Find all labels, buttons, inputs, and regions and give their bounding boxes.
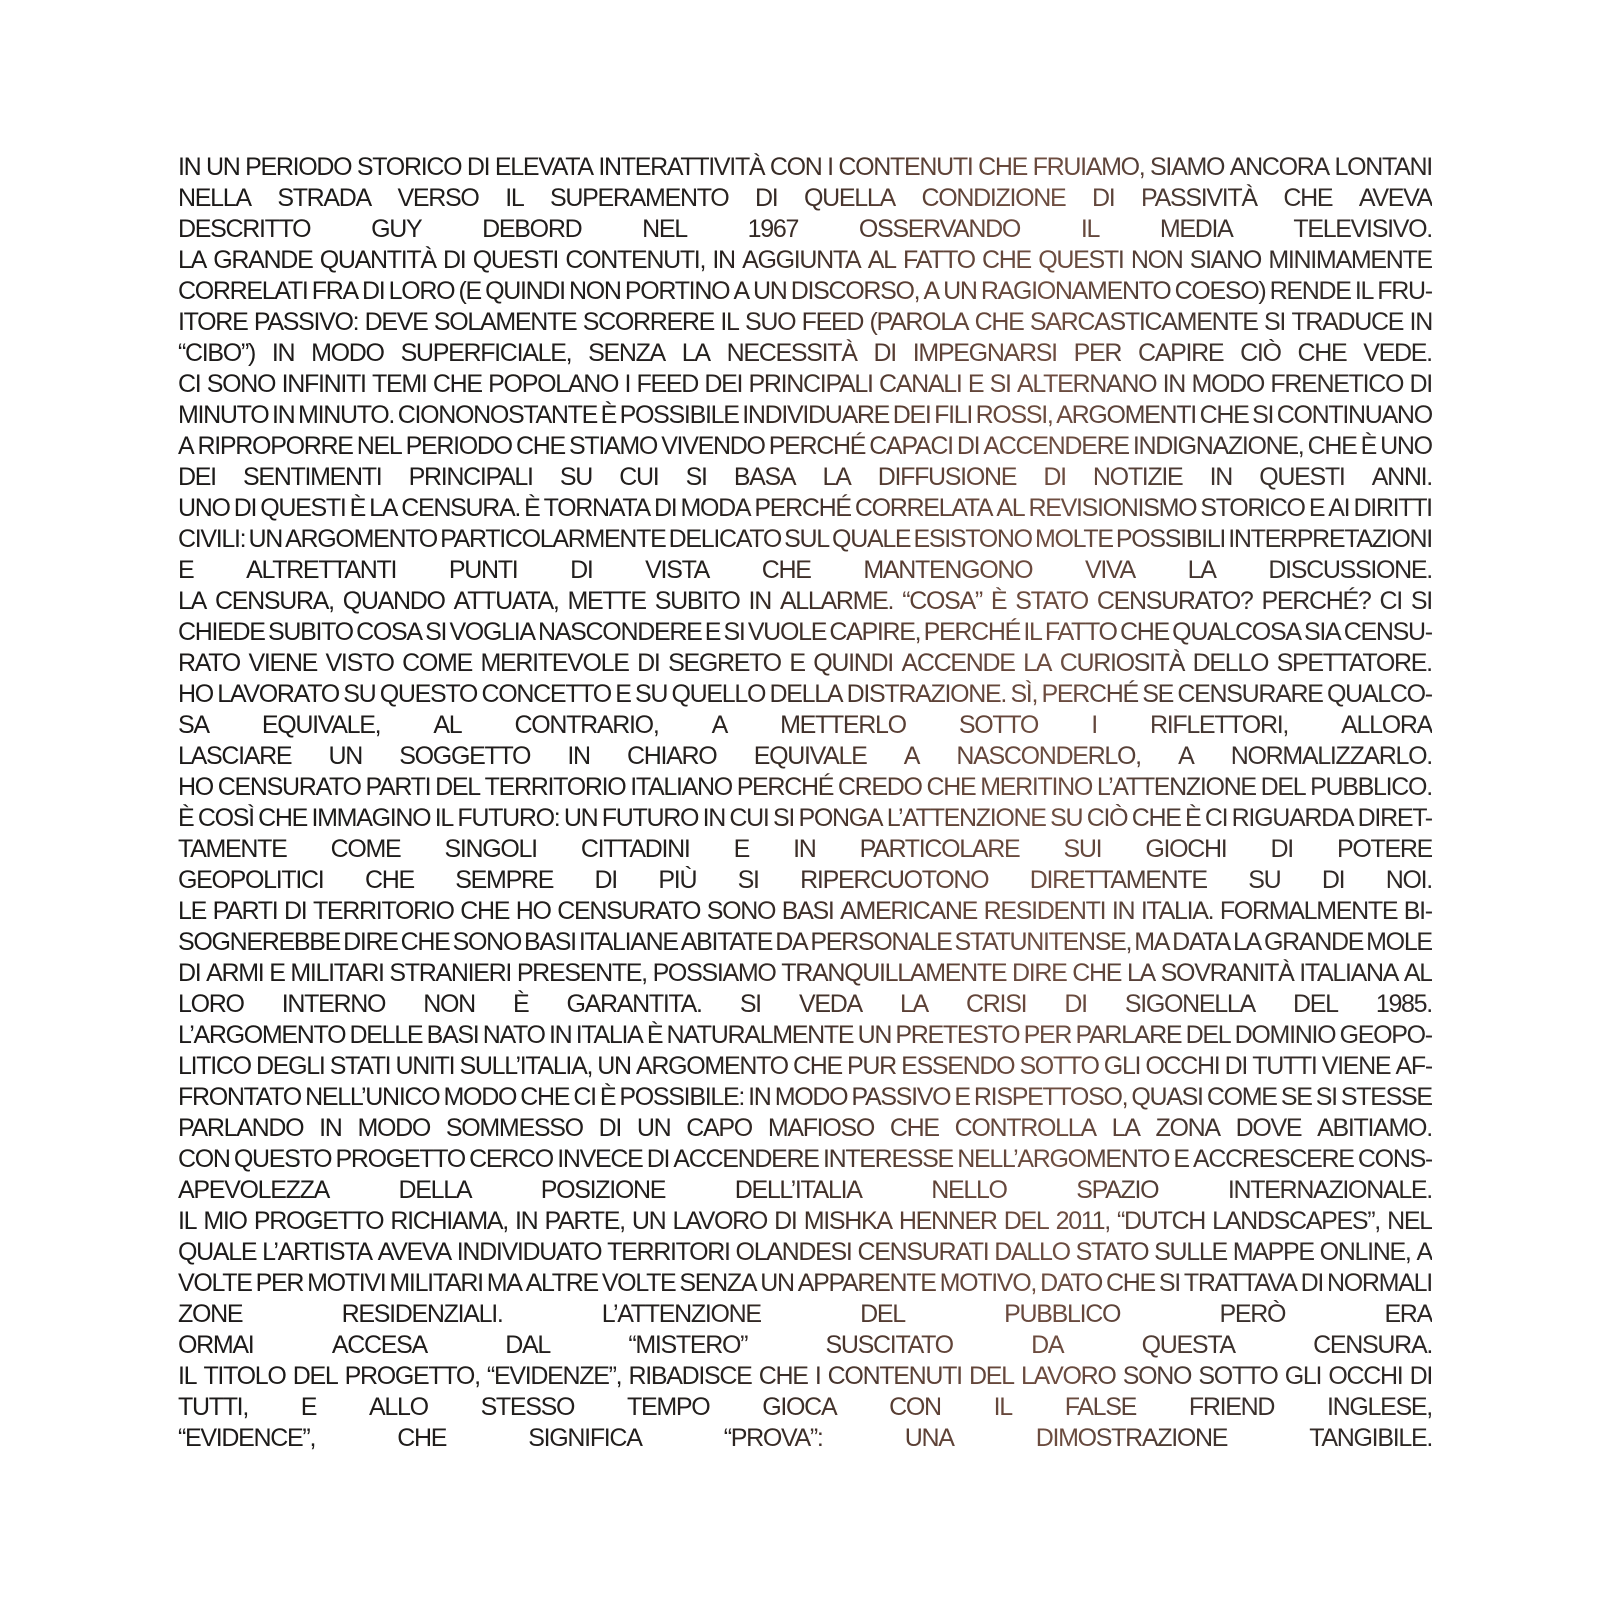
text-line: CORRELATI FRA DI LORO (E QUINDI NON PORTINO A UN DISCORSO, A UN RAGIONAMENTO COESO) RENDE IL FRU- xyxy=(178,277,1432,305)
text-line: IL TITOLO DEL PROGETTO, “EVIDENZE”, RIBADISCE CHE I CONTENUTI DEL LAVORO SONO SOTTO GLI OCCHI DI xyxy=(178,1362,1432,1390)
text-line: È COSÌ CHE IMMAGINO IL FUTURO: UN FUTURO IN CUI SI PONGA L’ATTENZIONE SU CIÒ CHE È CI RIGUARDA DIRET- xyxy=(178,804,1432,832)
text-line: ZONE RESIDENZIALI. L’ATTENZIONE DEL PUBBLICO PERÒ ERA xyxy=(178,1300,1432,1328)
text-line: QUALE L’ARTISTA AVEVA INDIVIDUATO TERRITORI OLANDESI CENSURATI DALLO STATO SULLE MAPPE ONLINE, A xyxy=(178,1238,1432,1266)
text-line: MINUTO IN MINUTO. CIONONOSTANTE È POSSIBILE INDIVIDUARE DEI FILI ROSSI, ARGOMENTI CHE SI CONTINUANO xyxy=(178,401,1432,429)
text-line: IN UN PERIODO STORICO DI ELEVATA INTERATTIVITÀ CON I CONTENUTI CHE FRUIAMO, SIAMO ANCORA LONTANI xyxy=(178,153,1432,181)
text-line: TUTTI, E ALLO STESSO TEMPO GIOCA CON IL FALSE FRIEND INGLESE, xyxy=(178,1393,1432,1421)
text-line: L’ARGOMENTO DELLE BASI NATO IN ITALIA È NATURALMENTE UN PRETESTO PER PARLARE DEL DOMINIO GEOPO- xyxy=(178,1021,1432,1049)
text-line: DESCRITTO GUY DEBORD NEL 1967 OSSERVANDO IL MEDIA TELEVISIVO. xyxy=(178,215,1432,243)
text-line: “EVIDENCE”, CHE SIGNIFICA “PROVA”: UNA DIMOSTRAZIONE TANGIBILE. xyxy=(178,1424,1432,1452)
text-line: CI SONO INFINITI TEMI CHE POPOLANO I FEED DEI PRINCIPALI CANALI E SI ALTERNANO IN MODO FRENETICO DI xyxy=(178,370,1432,398)
text-line: HO CENSURATO PARTI DEL TERRITORIO ITALIANO PERCHÉ CREDO CHE MERITINO L’ATTENZIONE DEL PUBBLICO. xyxy=(178,773,1432,801)
justified-text-block xyxy=(178,152,1432,1454)
text-line: UNO DI QUESTI È LA CENSURA. È TORNATA DI MODA PERCHÉ CORRELATA AL REVISIONISMO STORICO E AI DIRITTI xyxy=(178,494,1432,522)
text-line: ITORE PASSIVO: DEVE SOLAMENTE SCORRERE IL SUO FEED (PAROLA CHE SARCASTICAMENTE SI TRADUCE IN xyxy=(178,308,1432,336)
text-line: PARLANDO IN MODO SOMMESSO DI UN CAPO MAFIOSO CHE CONTROLLA LA ZONA DOVE ABITIAMO. xyxy=(178,1114,1432,1142)
text-line: FRONTATO NELL’UNICO MODO CHE CI È POSSIBILE: IN MODO PASSIVO E RISPETTOSO, QUASI COME SE SI STESSE xyxy=(178,1083,1432,1111)
text-line: RATO VIENE VISTO COME MERITEVOLE DI SEGRETO E QUINDI ACCENDE LA CURIOSITÀ DELLO SPETTATORE. xyxy=(178,649,1432,677)
text-line: DI ARMI E MILITARI STRANIERI PRESENTE, POSSIAMO TRANQUILLAMENTE DIRE CHE LA SOVRANITÀ ITALIANA AL xyxy=(178,959,1432,987)
text-line: LA GRANDE QUANTITÀ DI QUESTI CONTENUTI, IN AGGIUNTA AL FATTO CHE QUESTI NON SIANO MINIMAMENTE xyxy=(178,246,1432,274)
text-line: A RIPROPORRE NEL PERIODO CHE STIAMO VIVENDO PERCHÉ CAPACI DI ACCENDERE INDIGNAZIONE, CHE È UNO xyxy=(178,432,1432,460)
text-line: SA EQUIVALE, AL CONTRARIO, A METTERLO SOTTO I RIFLETTORI, ALLORA xyxy=(178,711,1432,739)
text-line: DEI SENTIMENTI PRINCIPALI SU CUI SI BASA LA DIFFUSIONE DI NOTIZIE IN QUESTI ANNI. xyxy=(178,463,1432,491)
text-line: LASCIARE UN SOGGETTO IN CHIARO EQUIVALE A NASCONDERLO, A NORMALIZZARLO. xyxy=(178,742,1432,770)
text-line: IL MIO PROGETTO RICHIAMA, IN PARTE, UN LAVORO DI MISHKA HENNER DEL 2011, “DUTCH LANDSCAPES”, NEL xyxy=(178,1207,1432,1235)
text-line: CON QUESTO PROGETTO CERCO INVECE DI ACCENDERE INTERESSE NELL’ARGOMENTO E ACCRESCERE CONS- xyxy=(178,1145,1432,1173)
text-line: NELLA STRADA VERSO IL SUPERAMENTO DI QUELLA CONDIZIONE DI PASSIVITÀ CHE AVEVA xyxy=(178,184,1432,212)
text-line: APEVOLEZZA DELLA POSIZIONE DELL’ITALIA NELLO SPAZIO INTERNAZIONALE. xyxy=(178,1176,1432,1204)
text-line: ORMAI ACCESA DAL “MISTERO” SUSCITATO DA QUESTA CENSURA. xyxy=(178,1331,1432,1359)
text-line: HO LAVORATO SU QUESTO CONCETTO E SU QUELLO DELLA DISTRAZIONE. SÌ, PERCHÉ SE CENSURARE QUALCO- xyxy=(178,680,1432,708)
text-line: CIVILI: UN ARGOMENTO PARTICOLARMENTE DELICATO SUL QUALE ESISTONO MOLTE POSSIBILI INTERPRETAZIONI xyxy=(178,525,1432,553)
text-line: VOLTE PER MOTIVI MILITARI MA ALTRE VOLTE SENZA UN APPARENTE MOTIVO, DATO CHE SI TRATTAVA DI NORMALI xyxy=(178,1269,1432,1297)
text-line: E ALTRETTANTI PUNTI DI VISTA CHE MANTENGONO VIVA LA DISCUSSIONE. xyxy=(178,556,1432,584)
text-line: GEOPOLITICI CHE SEMPRE DI PIÙ SI RIPERCUOTONO DIRETTAMENTE SU DI NOI. xyxy=(178,866,1432,894)
text-line: “CIBO”) IN MODO SUPERFICIALE, SENZA LA NECESSITÀ DI IMPEGNARSI PER CAPIRE CIÒ CHE VEDE. xyxy=(178,339,1432,367)
text-line: TAMENTE COME SINGOLI CITTADINI E IN PARTICOLARE SUI GIOCHI DI POTERE xyxy=(178,835,1432,863)
text-line: LORO INTERNO NON È GARANTITA. SI VEDA LA CRISI DI SIGONELLA DEL 1985. xyxy=(178,990,1432,1018)
text-line: LA CENSURA, QUANDO ATTUATA, METTE SUBITO IN ALLARME. “COSA” È STATO CENSURATO? PERCHÉ? CI SI xyxy=(178,587,1432,615)
text-line: CHIEDE SUBITO COSA SI VOGLIA NASCONDERE E SI VUOLE CAPIRE, PERCHÉ IL FATTO CHE QUALCOSA SIA CENSU- xyxy=(178,618,1432,646)
text-line: LITICO DEGLI STATI UNITI SULL’ITALIA, UN ARGOMENTO CHE PUR ESSENDO SOTTO GLI OCCHI DI TUTTI VIENE AF- xyxy=(178,1052,1432,1080)
text-line: SOGNEREBBE DIRE CHE SONO BASI ITALIANE ABITATE DA PERSONALE STATUNITENSE, MA DATA LA GRANDE MOLE xyxy=(178,928,1432,956)
text-line: LE PARTI DI TERRITORIO CHE HO CENSURATO SONO BASI AMERICANE RESIDENTI IN ITALIA. FORMALMENTE BI- xyxy=(178,897,1432,925)
